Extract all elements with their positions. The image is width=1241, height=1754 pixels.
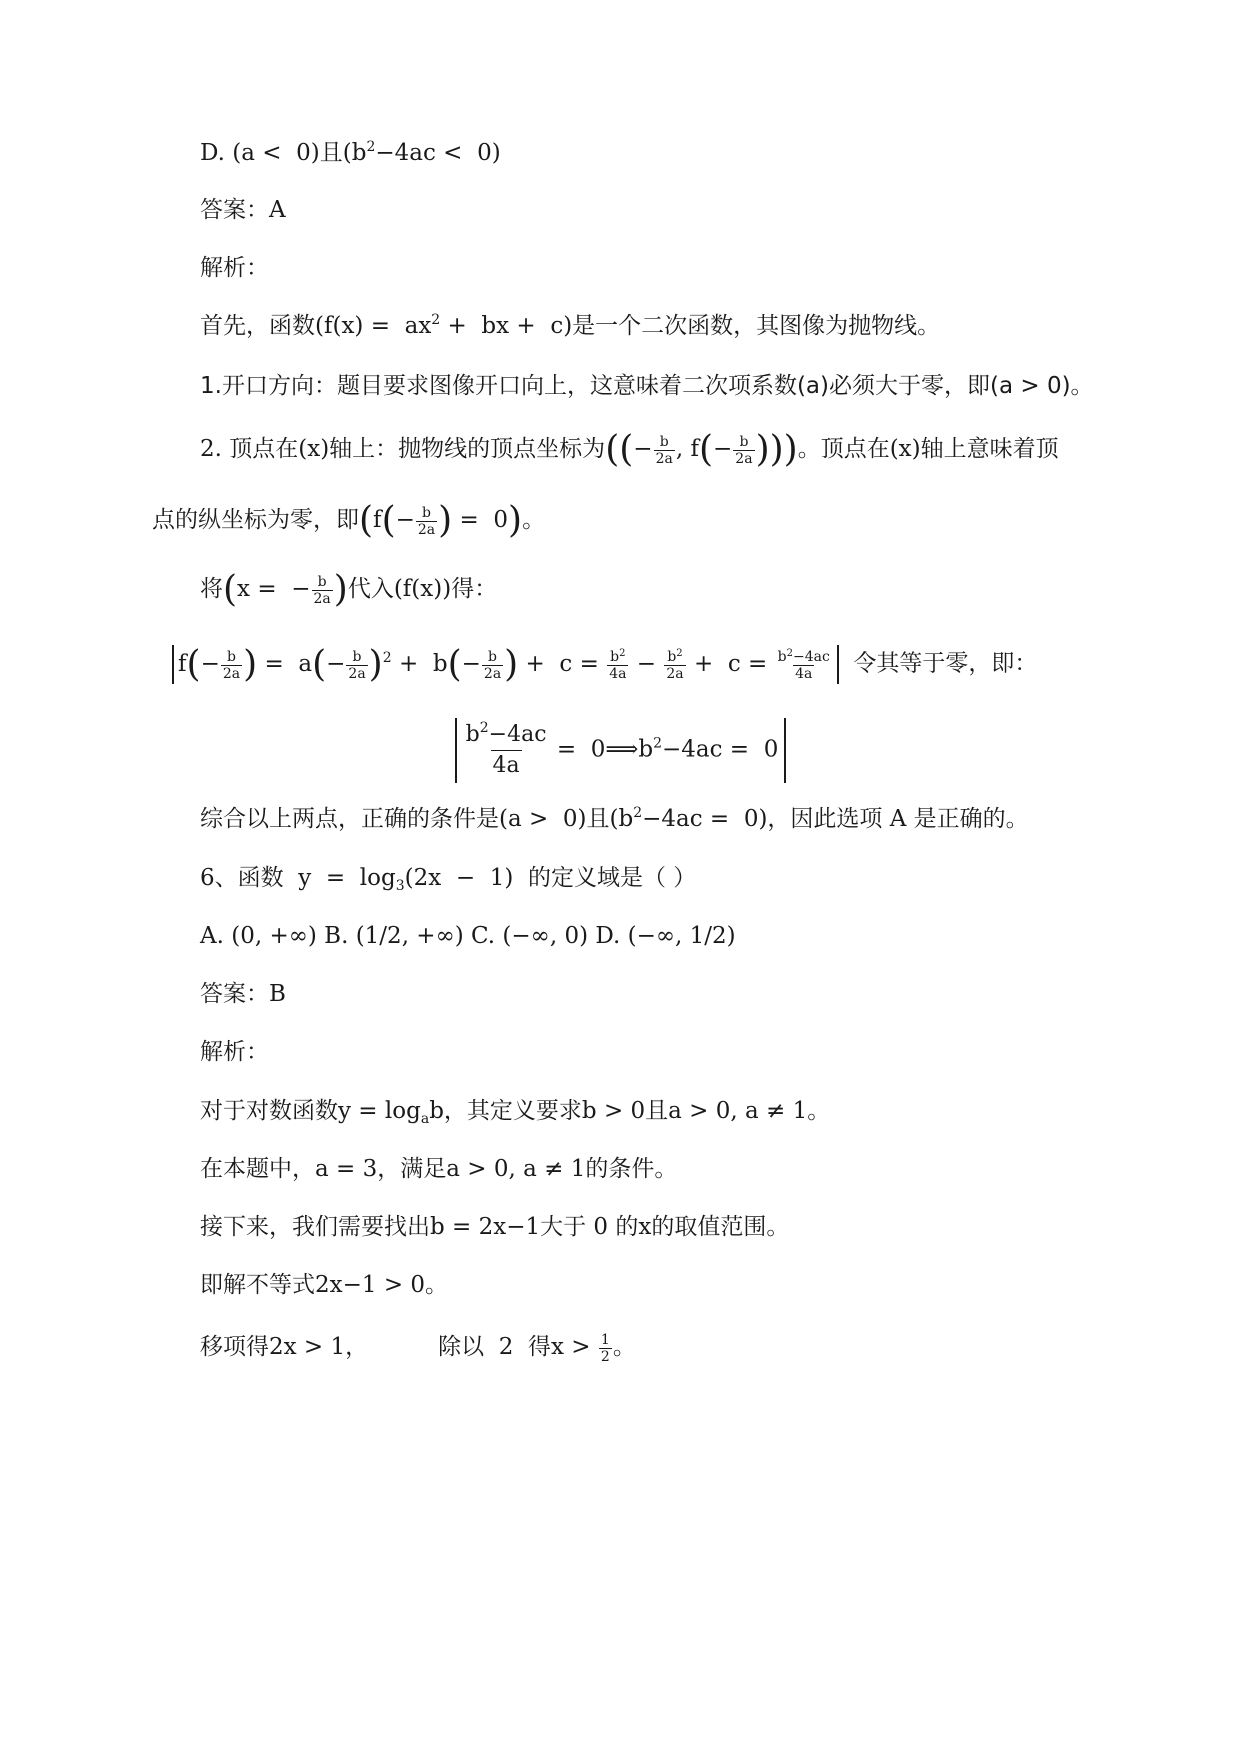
next-step-line: 接下来，我们需要找出b = 2x−1大于 0 的x的取值范围。 xyxy=(200,1214,790,1240)
option-d: D. (a < 0)且$(b^2-4ac < 0)$ xyxy=(200,139,501,166)
question-6-options: A. (0, +∞) B. (1/2, +∞) C. (−∞, 0) D. (−∞, 1/2) xyxy=(200,923,736,949)
analysis-heading-1: 解析： xyxy=(200,255,269,281)
log-definition: 对于对数函数$y = \log_ab$，其定义要求b > 0且a > 0, a ≠ 1。 xyxy=(200,1098,831,1127)
question-6: 6、函数 $y = \log_3(2x - 1)$ 的定义域是（ ） xyxy=(200,865,697,894)
answer-2: 答案：B xyxy=(200,981,286,1007)
answer-1: 答案：A xyxy=(200,197,286,223)
intro-line: 首先，函数($f(x) = ax^2$ + bx + c)是一个二次函数，其图像为抛物线。 xyxy=(200,312,941,339)
point-2-line-a: 2. 顶点在(x)轴上：抛物线的顶点坐标为((− $\frac{b}{2a}$ , f(− $\frac{b}{2a}$ )))。顶点在(x)轴上意味着顶 xyxy=(200,429,1059,470)
substitute-line: 将(x = − $\frac{b}{2a}$ )代入(f(x))得： xyxy=(200,569,498,610)
expand-line: f(− $\frac{b}{2a}$ ) = a(− $\frac{b}{2a}$ )$^2$ + b(− $\frac{b}{2a}$ ) + c = $\frac{b^2}{4a}$ − $\frac{b^2}{2a}$ + c = $\frac{b^2-4ac}{4a}$ 令其等于零，即： xyxy=(172,645,1121,684)
result-line: $\frac{b^2-4ac}{4a}$ = $0⟹b^2-4ac = 0$ xyxy=(0,718,1241,783)
analysis-heading-2: 解析： xyxy=(200,1039,269,1065)
final-line: 移项得2x > 1， 除以 2 得x > $\frac{1}{2}$ 。 xyxy=(200,1331,636,1365)
point-1: 1.开口方向：题目要求图像开口向上，这意味着二次项系数(a)必须大于零，即(a > 0)。 xyxy=(200,373,1094,399)
conclusion-line: 综合以上两点，正确的条件是(a > 0)且$(b^2-4ac = 0)$，因此选项 A 是正确的。 xyxy=(200,805,1029,832)
base-line: 在本题中，a = 3，满足a > 0, a ≠ 1的条件。 xyxy=(200,1156,678,1182)
solve-line: 即解不等式2x−1 > 0。 xyxy=(200,1272,449,1298)
point-2-line-b: 点的纵坐标为零，即(f(− $\frac{b}{2a}$ ) = 0)。 xyxy=(152,500,546,541)
